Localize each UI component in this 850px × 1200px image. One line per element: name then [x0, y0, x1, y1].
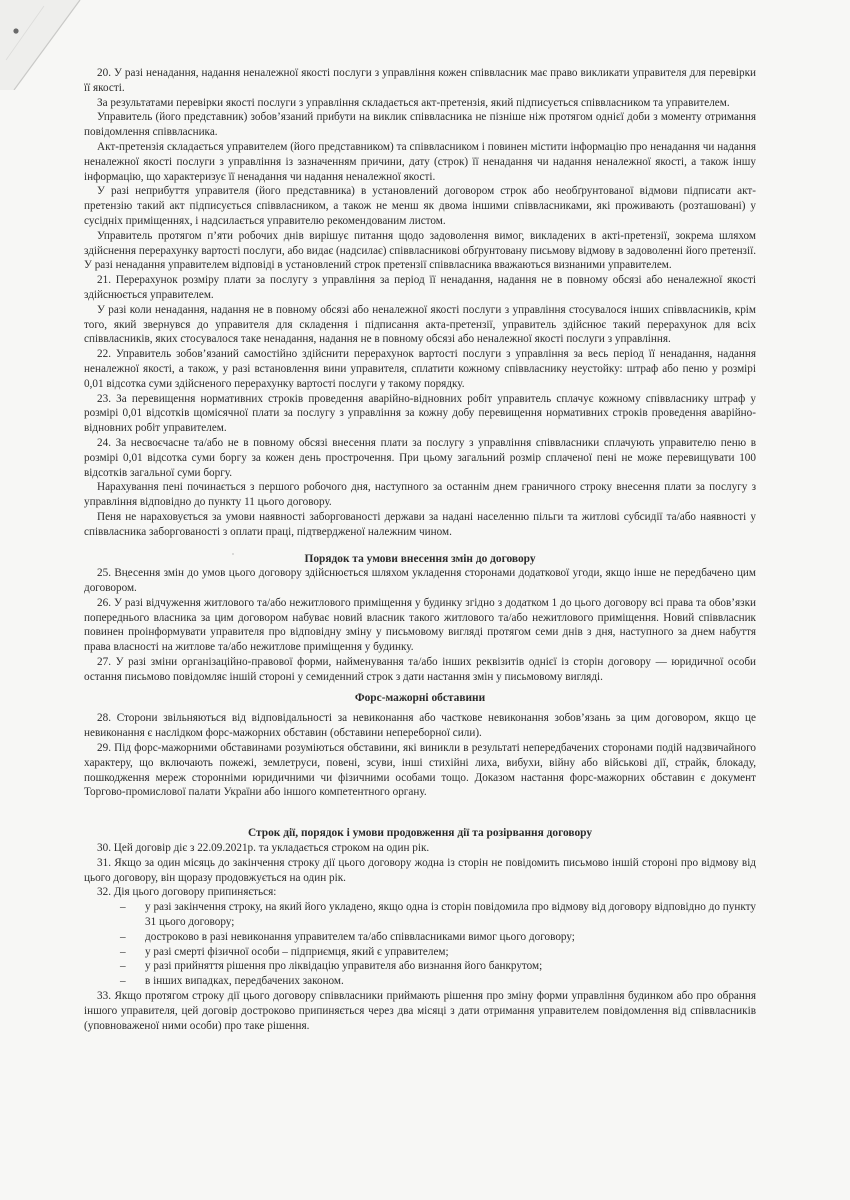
- paragraph: Управитель протягом п’яти робочих днів вирішує питання щодо задоволення вимог, викладених в акті-претензії, зокрема шляхом здійснення перерахунку вартості послуги, або видає (надсилає) співвласникові обґрунтовану письмову відмову в задоволенні його претензії. У разі ненадання управителем відповіді в установлений строк претензії співвласника вважаються визнаними управителем.: [84, 229, 756, 272]
- paragraph: У разі неприбуття управителя (його представника) в установлений договором строк або необґрунтованої відмови підписати акт-претензію такий акт підписується співвласником, а також не менш як двома іншими співвласниками, які проживають (розташовані) у сусідніх приміщеннях, і надсилається управителю рекомендованим листом.: [84, 185, 756, 227]
- paragraph: 20. У разі ненадання, надання неналежної якості послуги з управління кожен співвласник має право викликати управителя для перевірки її якості.: [84, 67, 756, 94]
- list-item-text: у разі смерті фізичної особи – підприємця, який є управителем;: [145, 945, 449, 958]
- list-item: [120, 945, 756, 960]
- paragraph: Акт-претензія складається управителем (його представником) та співвласником і повинен містити інформацію про ненадання чи надання неналежної якості послуги з управління із зазначенням причини, дату (строк) її ненадання чи надання неналежної якості, а також іншу інформацію, що характеризує її ненадання чи надання неналежної якості.: [84, 140, 756, 183]
- paragraph: 27. У разі зміни організаційно-правової форми, найменування та/або інших реквізитів однієї із сторін договору — юридичної особи остання письмово повідомляє іншій стороні у семиденний строк з дати настання змін у письмовому вигляді.: [84, 656, 756, 683]
- paragraph: 25. Внесення змін до умов цього договору здійснюється шляхом укладення сторонами додаткової угоди, якщо інше не передбачено цим договором.: [84, 567, 756, 595]
- list-item: [120, 974, 756, 989]
- list-item-text: в інших випадках, передбачених законом.: [145, 975, 344, 988]
- list-dash-marker: –: [120, 945, 126, 958]
- list-item: [120, 900, 756, 930]
- paragraph: 32. Дія цього договору припиняється:: [97, 886, 277, 899]
- paragraph: 33. Якщо протягом строку дії цього договору співвласники приймають рішення про зміну форми управління будинком або про обрання іншого управителя, цей договір достроково припиняється через два місяці з дати отримання управителем повідомлення від співвласників (уповноваженої ними особи) про таке рішення.: [84, 990, 756, 1032]
- paragraph: Нарахування пені починається з першого робочого дня, наступного за останнім днем граничного строку внесення плати за послугу з управління відповідно до пункту 11 цього договору.: [84, 481, 756, 509]
- paragraph: 26. У разі відчуження житлового та/або нежитлового приміщення у будинку згідно з додатком 1 до цього договору всі права та обов’язки попереднього власника за цим договором набуває новий власник такого житлового та/або нежитлового приміщення. Новий співвласник повинен проінформувати управителя про відповідну зміну у письмовому вигляді протягом семи днів з дня, наступного за днем набуття права власності на житлове та/або нежитлове приміщення у будинку.: [84, 596, 756, 654]
- paragraph: 28. Сторони звільняються від відповідальності за невиконання або часткове невиконання зобов’язань за цим договором, якщо це невиконання є наслідком форс-мажорних обставин (обставини непереборної сили).: [84, 712, 756, 740]
- paragraph: 30. Цей договір діє з 22.09.2021р. та укладається строком на один рік.: [97, 842, 430, 855]
- termination-list: [84, 900, 756, 989]
- section-heading: Строк дії, порядок і умови продовження дії та розірвання договору: [247, 827, 593, 840]
- paragraph: 29. Під форс-мажорними обставинами розуміються обставини, які виникли в результаті непередбачених сторонами подій надзвичайного характеру, що включають пожежі, землетруси, повені, зсуви, інші стихійні лиха, вибухи, війну або військові дії, страйк, блокаду, пошкодження мереж сторонніми юридичними чи фізичними особами тощо. Доказом настання форс-мажорних обставин є документ Торгово-промислової палати України або іншого компетентного органу.: [84, 742, 756, 799]
- list-item-text: у разі прийняття рішення про ліквідацію управителя або визнання його банкрутом;: [145, 960, 543, 973]
- list-dash-marker: –: [120, 930, 126, 943]
- section-heading: Форс-мажорні обставини: [354, 691, 486, 704]
- section-heading: Порядок та умови внесення змін до договору: [304, 552, 536, 565]
- paragraph: У разі коли ненадання, надання не в повному обсязі або неналежної якості послуги з управління стосувалося інших співвласників, крім того, який звернувся до управителя для складення і підписання акта-претензії, управитель здійснює такий перерахунок для всіх співвласників, яких стосувалося таке ненадання, надання не в повному обсязі або неналежної якості послуги з управління.: [84, 303, 756, 346]
- list-dash-marker: –: [120, 901, 126, 914]
- scan-corner-mark: [0, 0, 90, 90]
- paragraph: 31. Якщо за один місяць до закінчення строку дії цього договору жодна із сторін не повідомить письмово іншій стороні про відмову від цього договору, він щоразу продовжується на один рік.: [84, 856, 756, 884]
- paragraph: 24. За несвоєчасне та/або не в повному обсязі внесення плати за послугу з управління співвласники сплачують управителю пеню в розмірі 0,01 відсотка суми боргу за кожен день прострочення. При цьому загальний розмір сплаченої пені не може перевищувати 100 відсотків загальної суми боргу.: [84, 436, 756, 479]
- list-item-text: достроково в разі невиконання управителем та/або співвласниками вимог цього договору;: [145, 930, 575, 943]
- document-body: [84, 66, 756, 1033]
- section-spacer: [84, 800, 756, 826]
- list-dash-marker: –: [120, 975, 126, 988]
- paragraph: Пеня не нараховується за умови наявності заборгованості держави за надані населенню пільги та житлові субсидії та/або наявності у співвласника заборгованості з оплати праці, підтвердженої належним чином.: [84, 510, 756, 538]
- paragraph: 23. За перевищення нормативних строків проведення аварійно-відновних робіт управитель сплачує кожному співвласнику штраф у розмірі 0,01 відсотків щомісячної плати за послугу з управління за кожну добу перевищення нормативних строків проведення аварійно-відновних робіт управителем.: [84, 392, 756, 435]
- paragraph: 22. Управитель зобов’язаний самостійно здійснити перерахунок вартості послуги з управління за весь період її ненадання, надання неналежної якості, а також, у разі встановлення вини управителя, сплатити кожному співвласнику неустойку: штраф або пеню у розмірі 0,01 відсотка суми здійсненого перерахунку вартості послуги у такому порядку.: [84, 348, 756, 390]
- list-item-text: у разі закінчення строку, на який його укладено, якщо одна із сторін повідомила про відмову від договору відповідно до пункту 31 цього договору;: [145, 901, 756, 929]
- list-item: [120, 959, 756, 974]
- list-item: [120, 930, 756, 945]
- section-spacer: [84, 540, 756, 552]
- list-dash-marker: –: [120, 960, 126, 973]
- paragraph: 21. Перерахунок розміру плати за послугу з управління за період її ненадання, надання не в повному обсязі або неналежної якості здійснюється управителем.: [84, 274, 756, 301]
- paragraph: Управитель (його представник) зобов’язаний прибути на виклик співвласника не пізніше ніж протягом однієї доби з моменту отримання повідомлення співвласника.: [84, 111, 756, 139]
- paragraph: За результатами перевірки якості послуги з управління складається акт-претензія, який підписується співвласником та управителем.: [97, 96, 730, 109]
